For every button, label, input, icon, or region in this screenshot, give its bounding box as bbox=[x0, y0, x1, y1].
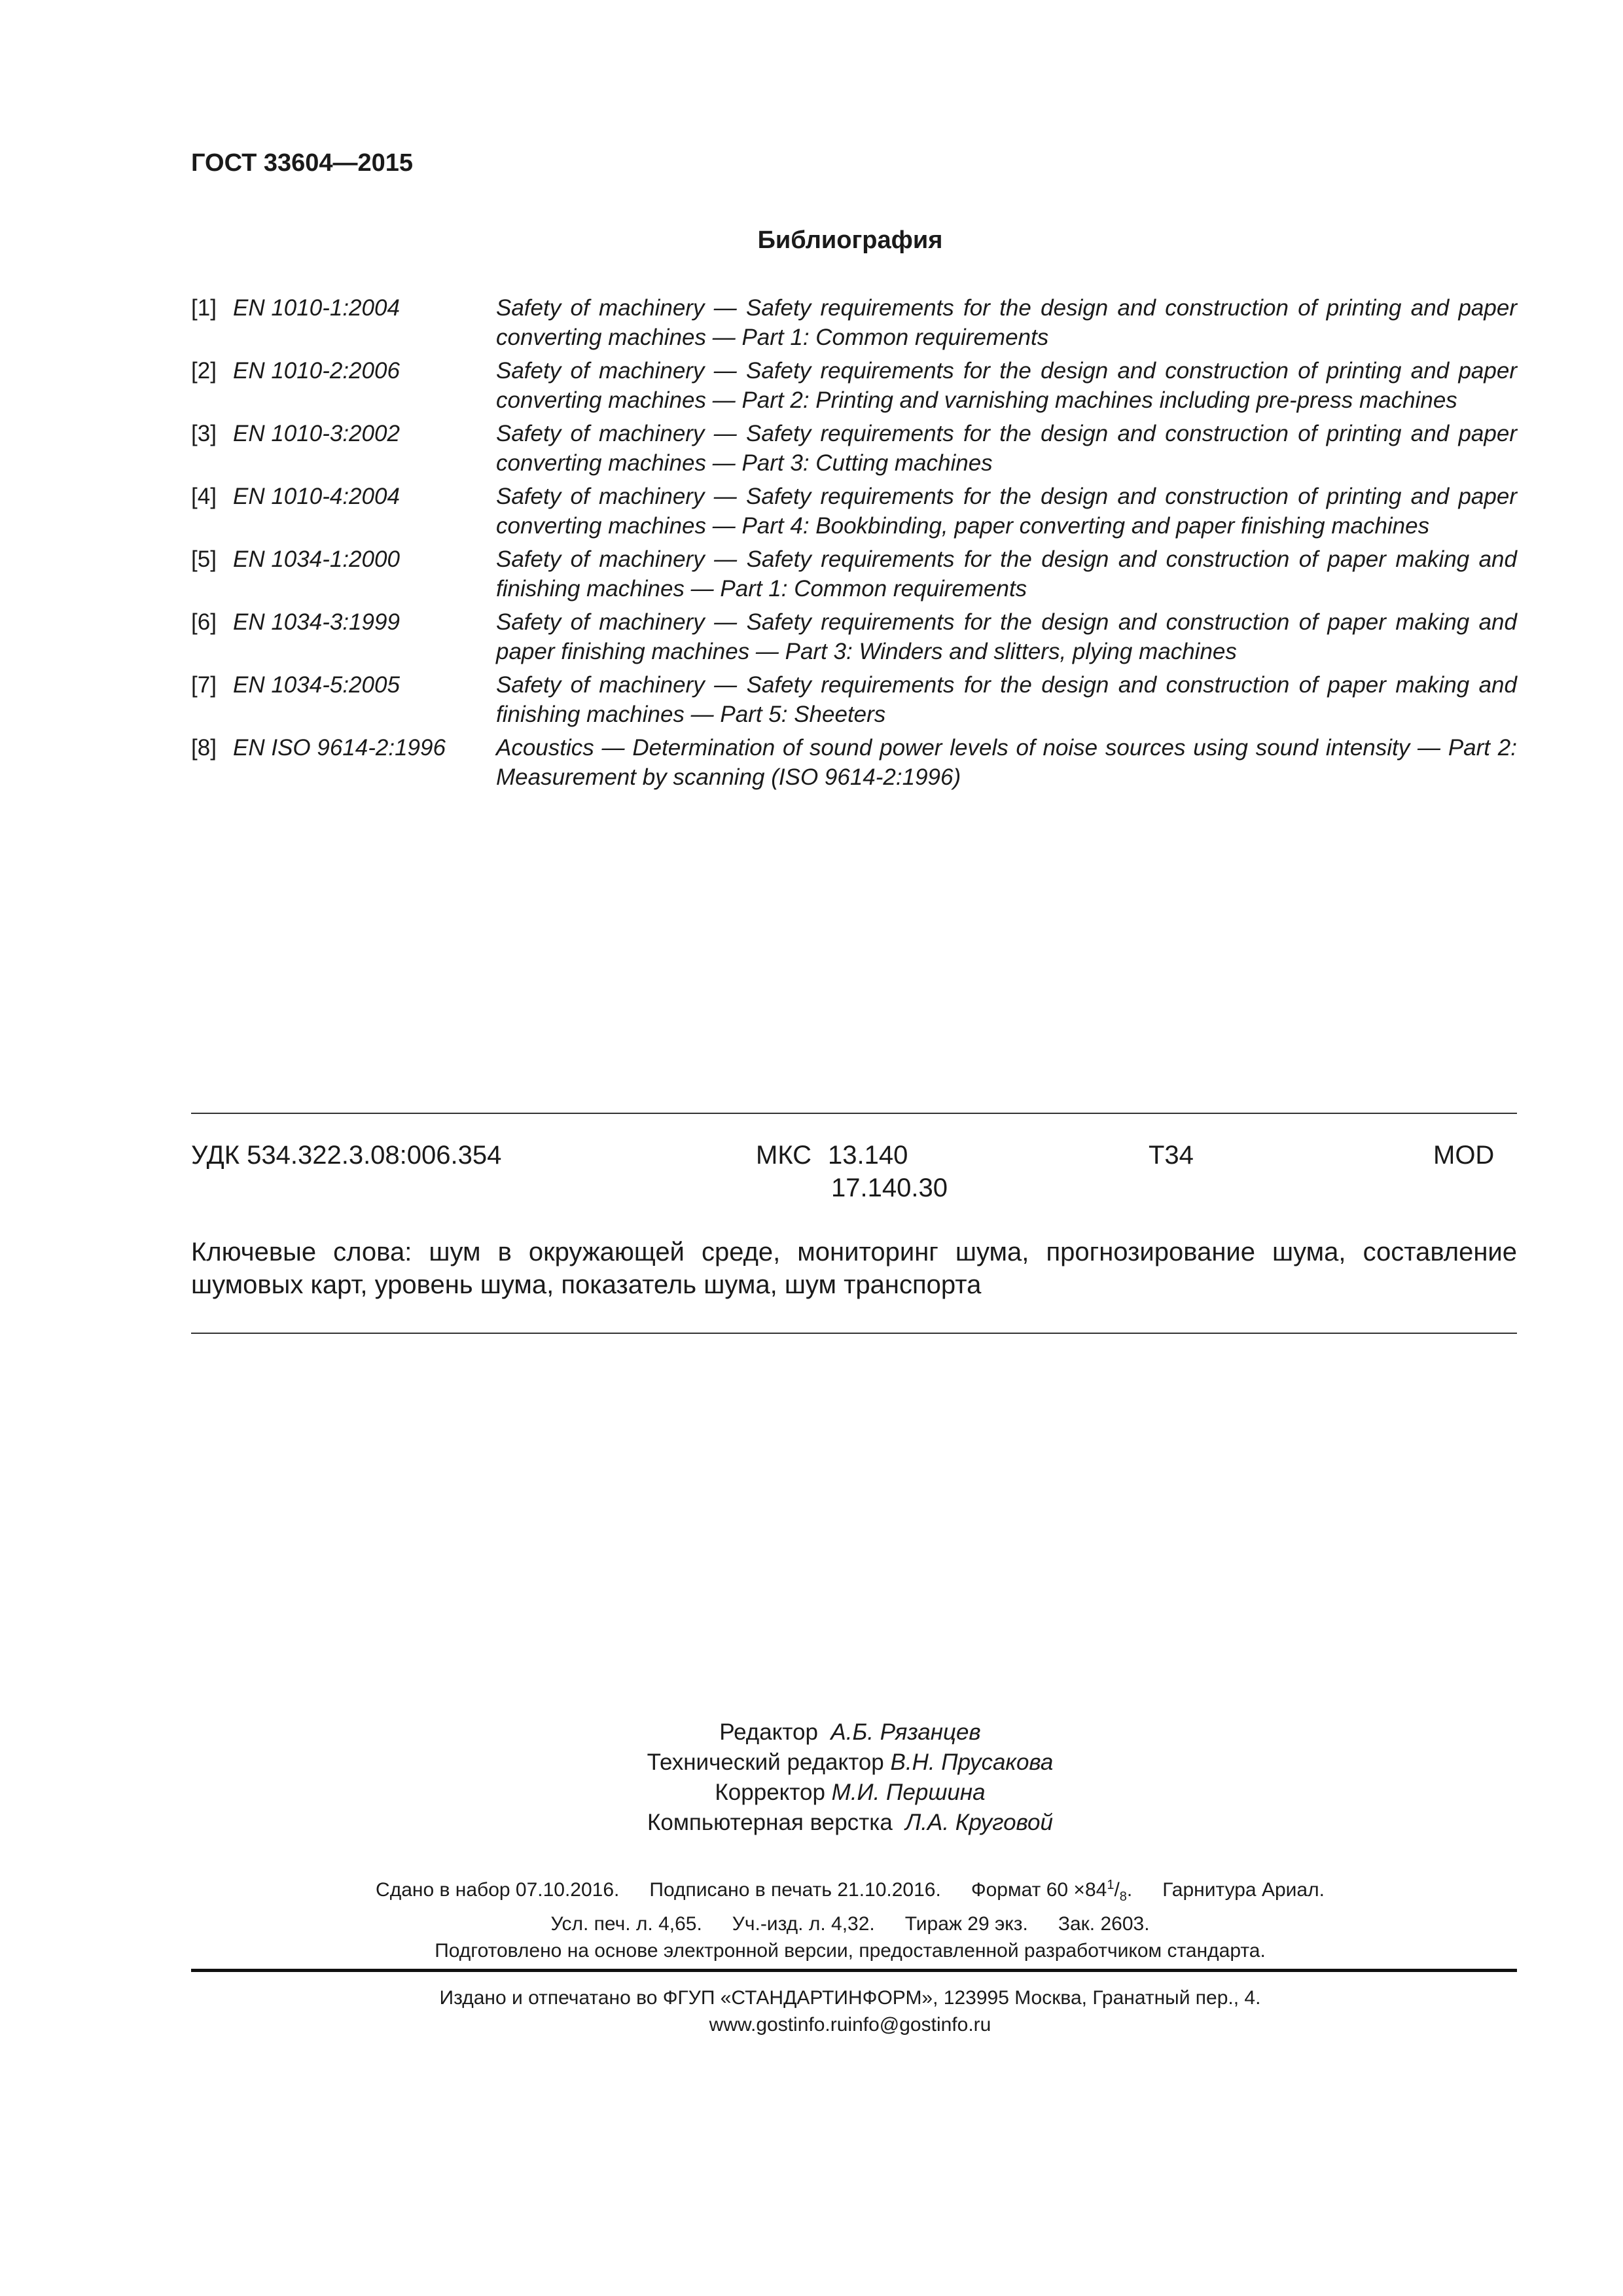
keywords: Ключевые слова: шум в окружающей среде, мониторинг шума, прогнозирование шума, составление шумовых карт, уровень шума, показатель шума, шум транспорта bbox=[191, 1238, 1517, 1299]
bibliography-list bbox=[191, 293, 1517, 796]
entry-reference: EN 1010-1:2004 bbox=[233, 295, 400, 321]
entry-description: Safety of machinery — Safety requirements for the design and construction of paper making and finishing machines — Part 1: Common requirements bbox=[496, 547, 1517, 601]
bibliography-entry bbox=[191, 607, 1517, 666]
divider-bottom bbox=[191, 1969, 1517, 1972]
entry-description: Safety of machinery — Safety requirements for the design and construction of paper making and finishing machines — Part 5: Sheeters bbox=[496, 672, 1517, 727]
imprint-pub-sheets: Уч.-изд. л. 4,32. bbox=[732, 1913, 875, 1935]
publisher-website-link[interactable]: www.gostinfo.ru bbox=[709, 2014, 848, 2036]
publisher-email-link[interactable]: info@gostinfo.ru bbox=[847, 2014, 991, 2036]
entry-reference: EN 1010-3:2002 bbox=[233, 421, 400, 446]
entry-reference: EN 1034-5:2005 bbox=[233, 672, 400, 698]
bibliography-entry bbox=[191, 419, 1517, 478]
imprint-signed: Подписано в печать 21.10.2016. bbox=[649, 1879, 941, 1901]
udk-code: УДК 534.322.3.08:006.354 bbox=[191, 1141, 502, 1170]
bibliography-entry bbox=[191, 670, 1517, 729]
imprint-prepared: Подготовлено на основе электронной версии, предоставленной разработчиком стандарта. bbox=[435, 1940, 1266, 1962]
bibliography-entry bbox=[191, 293, 1517, 352]
imprint-run: Тираж 29 экз. bbox=[904, 1913, 1028, 1935]
credit-name: М.И. Першина bbox=[831, 1780, 986, 1805]
entry-reference: EN 1034-1:2000 bbox=[233, 547, 400, 572]
publisher-contacts bbox=[0, 2011, 1623, 2038]
bibliography-title: Библиография bbox=[757, 226, 943, 254]
entry-number: [5] bbox=[191, 547, 217, 572]
imprint-print-sheets: Усл. печ. л. 4,65. bbox=[550, 1913, 702, 1935]
credit-editor bbox=[0, 1717, 1623, 1748]
imprint-typeface: Гарнитура Ариал. bbox=[1162, 1879, 1325, 1901]
imprint-order: Зак. 2603. bbox=[1058, 1913, 1150, 1935]
entry-number: [7] bbox=[191, 672, 217, 698]
credits-block bbox=[0, 1717, 1623, 1838]
mks-label: МКС bbox=[756, 1141, 812, 1170]
bibliography-entry bbox=[191, 356, 1517, 415]
credit-name: А.Б. Рязанцев bbox=[830, 1719, 981, 1745]
entry-reference: EN 1034-3:1999 bbox=[233, 609, 400, 635]
publisher-block bbox=[0, 1984, 1623, 2038]
divider-top bbox=[191, 1113, 1517, 1114]
credit-corrector bbox=[0, 1778, 1623, 1808]
entry-number: [4] bbox=[191, 484, 217, 509]
entry-description: Safety of machinery — Safety requirements for the design and construction of printing and paper converting machines — Part 4: Bookbinding, paper converting and paper finishing machines bbox=[496, 484, 1517, 539]
entry-description: Safety of machinery — Safety requirements for the design and construction of printing and paper converting machines — Part 2: Printing and varnishing machines including pre-press machines bbox=[496, 358, 1517, 413]
entry-reference: EN ISO 9614-2:1996 bbox=[233, 735, 446, 761]
entry-number: [2] bbox=[191, 358, 217, 384]
bibliography-entry bbox=[191, 482, 1517, 541]
document-code: ГОСТ 33604—2015 bbox=[191, 149, 414, 177]
entry-description: Safety of machinery — Safety requirements for the design and construction of paper making and paper finishing machines — Part 3: Winders and slitters, plying machines bbox=[496, 609, 1517, 664]
credit-role: Компьютерная верстка bbox=[647, 1810, 893, 1835]
credit-name: Л.А. Круговой bbox=[905, 1810, 1053, 1835]
publisher-address: Издано и отпечатано во ФГУП «СТАНДАРТИНФОРМ», 123995 Москва, Гранатный пер., 4. bbox=[439, 1987, 1261, 2009]
credit-role: Редактор bbox=[719, 1719, 818, 1745]
mod-label: MOD bbox=[1433, 1141, 1495, 1170]
credit-name: В.Н. Прусакова bbox=[890, 1749, 1054, 1775]
entry-reference: EN 1010-4:2004 bbox=[233, 484, 400, 509]
imprint-line-2 bbox=[0, 1910, 1623, 1937]
mks-code-2: 17.140.30 bbox=[831, 1174, 948, 1202]
credit-role: Технический редактор bbox=[647, 1749, 884, 1775]
divider-middle bbox=[191, 1333, 1517, 1334]
entry-number: [3] bbox=[191, 421, 217, 446]
entry-reference: EN 1010-2:2006 bbox=[233, 358, 400, 384]
bibliography-entry bbox=[191, 733, 1517, 792]
mks-code-1: 13.140 bbox=[828, 1141, 908, 1170]
credit-role: Корректор bbox=[715, 1780, 825, 1805]
imprint-sent: Сдано в набор 07.10.2016. bbox=[376, 1879, 620, 1901]
classification-code: Т34 bbox=[1149, 1141, 1194, 1170]
bibliography-entry bbox=[191, 545, 1517, 603]
credit-layout bbox=[0, 1808, 1623, 1838]
entry-number: [1] bbox=[191, 295, 217, 321]
imprint-block bbox=[0, 1872, 1623, 1964]
entry-number: [6] bbox=[191, 609, 217, 635]
entry-description: Acoustics — Determination of sound power levels of noise sources using sound intensity — Part 2: Measurement by scanning (ISO 9614-2:1996) bbox=[496, 735, 1517, 790]
credit-tech-editor bbox=[0, 1748, 1623, 1778]
imprint-format: Формат $60 \times 84^1/_8$. bbox=[971, 1878, 1133, 1904]
entry-description: Safety of machinery — Safety requirements for the design and construction of printing and paper converting machines — Part 1: Common requirements bbox=[496, 295, 1517, 350]
entry-number: [8] bbox=[191, 735, 217, 761]
imprint-line-1 bbox=[0, 1872, 1623, 1910]
entry-description: Safety of machinery — Safety requirements for the design and construction of printing and paper converting machines — Part 3: Cutting machines bbox=[496, 421, 1517, 476]
